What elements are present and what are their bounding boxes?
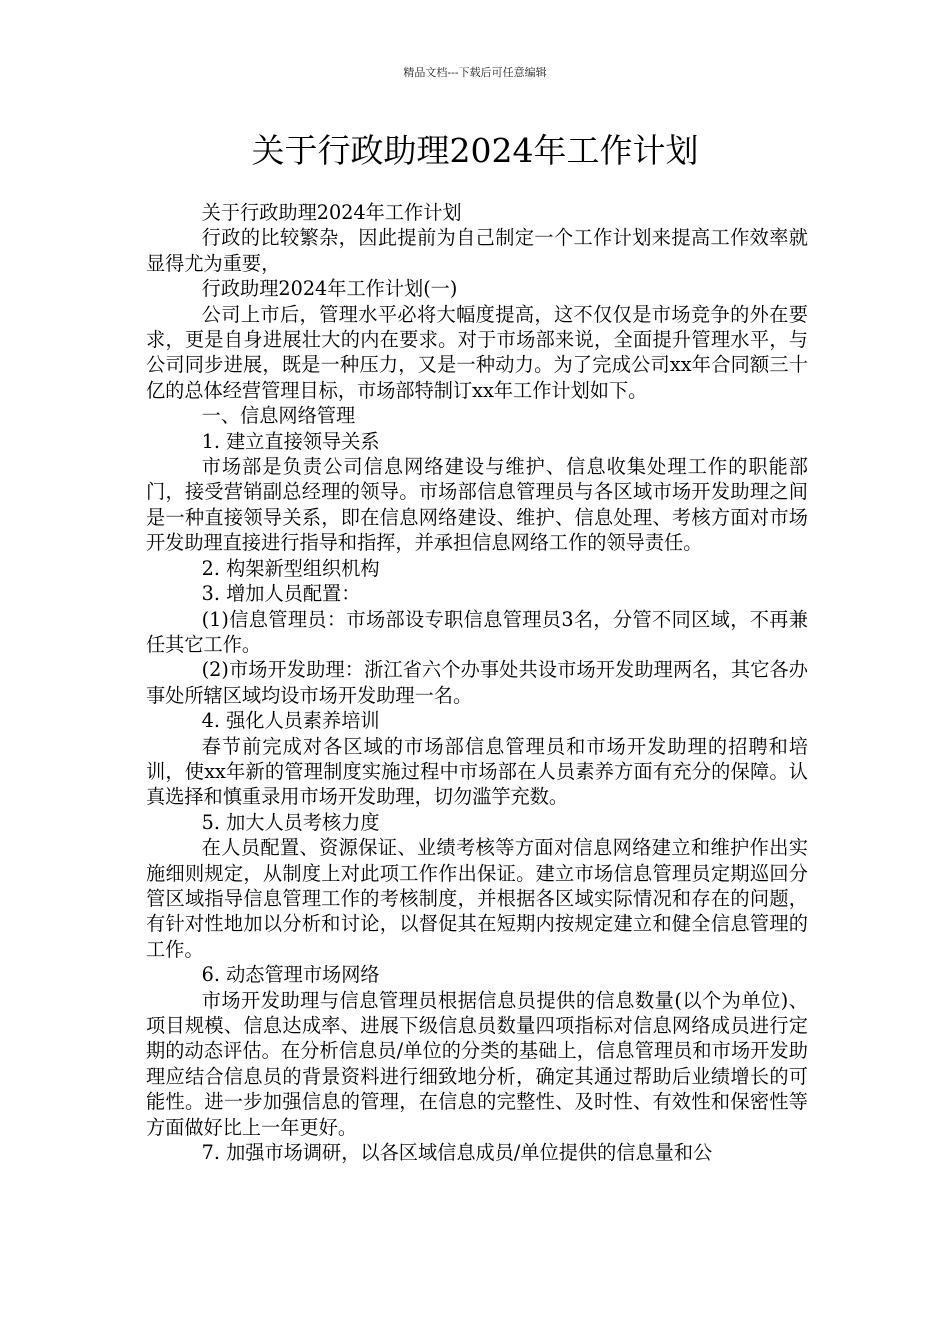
section-heading: 一、信息网络管理 — [201, 404, 356, 428]
paragraph: 公司上市后，管理水平必将大幅度提高，这不仅仅是市场竞争的外在要求，更是自身进展壮大的内在要求。对于市场部来说，全面提升管理水平，与公司同步进展，既是一种压力，又是一种动力。为了完成公司xx年合同额三十亿的总体经营管理目标，市场部特制订xx年工作计划如下。 — [146, 302, 808, 402]
subsection-heading: 4. 强化人员素养培训 — [201, 709, 380, 733]
paragraph: 市场部是负责公司信息网络建设与维护、信息收集处理工作的职能部门，接受营销副总经理的领导。市场部信息管理员与各区域市场开发助理之间是一种直接领导关系，即在信息网络建设、维护、信息处理、考核方面对市场开发助理直接进行指导和指挥，并承担信息网络工作的领导责任。 — [146, 455, 808, 555]
header-note: 精品文档---下载后可任意编辑 — [403, 66, 547, 79]
subsection-heading: 5. 加大人员考核力度 — [201, 810, 380, 834]
paragraph: 行政助理2024年工作计划(一) — [201, 277, 458, 301]
subsection-heading: 7. 加强市场调研，以各区域信息成员/单位提供的信息量和公 — [201, 1141, 713, 1165]
subsection-heading: 6. 动态管理市场网络 — [201, 963, 380, 987]
subsection-heading: 2. 构架新型组织机构 — [201, 556, 380, 580]
list-item: (2)市场开发助理：浙江省六个办事处共设市场开发助理两名，其它各办事处所辖区域均设市场开发助理一名。 — [146, 658, 808, 707]
paragraph: 在人员配置、资源保证、业绩考核等方面对信息网络建立和维护作出实施细则规定，从制度上对此项工作作出保证。建立市场信息管理员定期巡回分管区域指导信息管理工作的考核制度，并根据各区域实际情况和存在的问题，有针对性地加以分析和讨论，以督促其在短期内按规定建立和健全信息管理的工作。 — [146, 836, 808, 961]
subsection-heading: 3. 增加人员配置： — [201, 582, 361, 606]
document-body — [146, 200, 808, 1165]
subsection-heading: 1. 建立直接领导关系 — [201, 429, 380, 453]
paragraph: 关于行政助理2024年工作计划 — [201, 201, 462, 224]
paragraph: 春节前完成对各区域的市场部信息管理员和市场开发助理的招聘和培训，使xx年新的管理制度实施过程中市场部在人员素养方面有充分的保障。认真选择和慎重录用市场开发助理，切勿滥竽充数。 — [146, 734, 808, 809]
paragraph: 市场开发助理与信息管理员根据信息员提供的信息数量(以个为单位)、项目规模、信息达成率、进展下级信息员数量四项指标对信息网络成员进行定期的动态评估。在分析信息员/单位的分类的基础上，信息管理员和市场开发助理应结合信息员的背景资料进行细致地分析，确定其通过帮助后业绩增长的可能性。进一步加强信息的管理，在信息的完整性、及时性、有效性和保密性等方面做好比上一年更好。 — [146, 988, 808, 1139]
document-title: 关于行政助理2024年工作计划 — [251, 131, 699, 170]
paragraph: 行政的比较繁杂，因此提前为自己制定一个工作计划来提高工作效率就显得尤为重要， — [146, 226, 808, 275]
list-item: (1)信息管理员：市场部设专职信息管理员3名，分管不同区域，不再兼任其它工作。 — [146, 607, 808, 656]
